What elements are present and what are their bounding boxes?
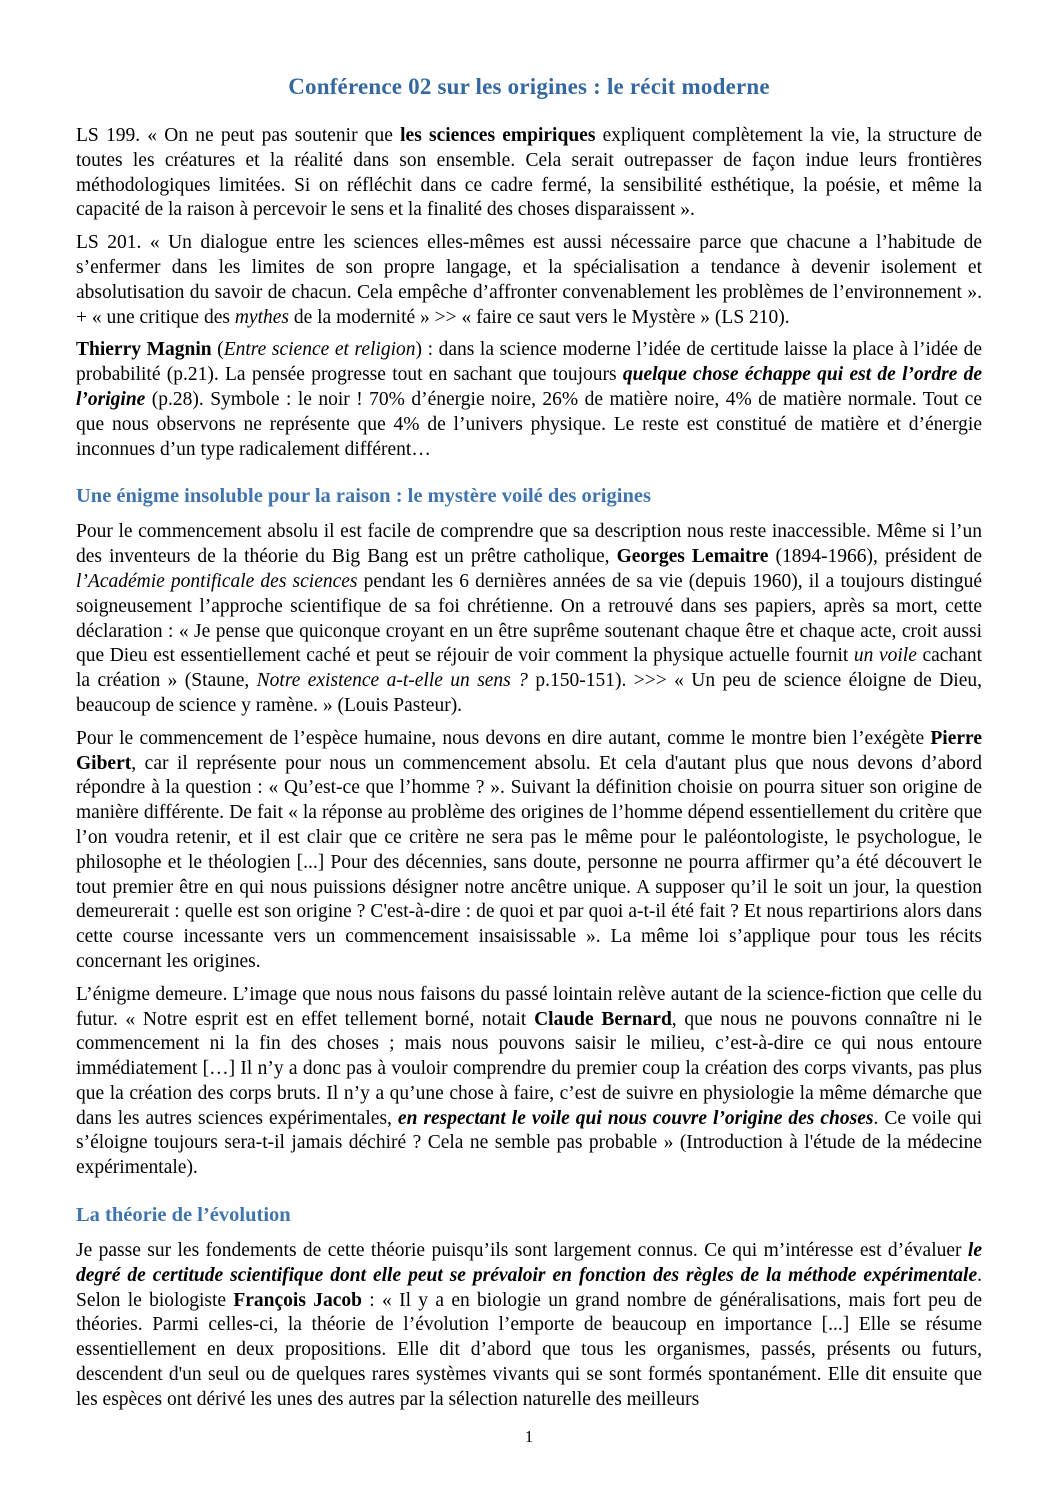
document-content-column [76,74,982,1413]
page-number: 1 [524,1427,534,1446]
text-run: ) : dans la science moderne l’idée de certitude laisse la place à l’idée de probabilité (p.21). La pensée progresse tout en sachant que toujours [76,339,983,386]
text-run: Pierre Gibert [76,727,982,774]
paragraph [76,231,982,330]
text-run: LS 201. « Un dialogue entre les sciences elles-mêmes est aussi nécessaire parce que chacune a l’habitude de s’enfermer dans les limites de son propre langage, et la spécialisation a tendance à devenir isolement et absolutisation du savoir de chacun. Cela empêche d’affronter convenablement les problèmes de l’environnement ». + « une critique des [76,232,982,328]
text-run: Georges Lemaitre [616,546,769,568]
text-run: quelque chose échappe qui est de l’ordre de l’origine [76,364,982,410]
text-run: en respectant le voile qui nous couvre l’origine des choses [397,1107,874,1129]
text-run: Pour le commencement de l’espèce humaine, nous devons en dire autant, comme le montre bien l’exégète [76,727,931,749]
text-run: expliquent complètement la vie, la structure de toutes les créatures et la réalité dans son ensemble. Cela serait outrepasser de façon indue leurs frontières méthodologiques limitées. Si on réfléchit dans ce cadre fermé, la sensibilité esthétique, la poésie, et même la capacité de la raison à percevoir le sens et la finalité des choses disparaissent ». [76,125,983,221]
paragraph [76,727,982,975]
text-run: L’énigme demeure. L’image que nous nous faisons du passé lointain relève autant de la science-fiction que celle du futur. « Notre esprit est en effet tellement borné, notait [76,983,982,1030]
text-run: p.150-151). >>> « Un peu de science éloigne de Dieu, beaucoup de science y ramène. » (Louis Pasteur). [76,670,982,716]
text-run: un voile [853,645,917,667]
text-run: François Jacob [233,1289,362,1311]
text-run: cachant la création » (Staune, [76,645,982,692]
text-run: (p.28). Symbole : le noir ! 70% d’énergie noire, 26% de matière noire, 4% de matière normale. Tout ce que nous observons ne représente que 4% de l’univers physique. Le reste est constitué de matière et d’énergie inconnues d’un type radicalement différent… [76,388,982,460]
text-run: Claude Bernard [534,1008,672,1030]
text-run: (1894-1966), président de [768,546,982,568]
text-run: pendant les 6 dernières années de sa vie (depuis 1960), il a toujours distingué soigneusement l’approche scientifique de sa foi chrétienne. On a retrouvé dans ses papiers, après sa mort, cette déclaration : « Je pense que quiconque croyant en un être suprême soutenant chaque être et chaque acte, croit aussi que Dieu est essentiellement caché et peut se réjouir de voir comment la physique actuelle fournit [76,570,982,667]
text-run: Pour le commencement absolu il est facile de comprendre que sa description nous reste inaccessible. Même si l’un des inventeurs de la théorie du Big Bang est un prêtre catholique, [76,521,982,568]
paragraph [76,124,982,223]
text-run: : « Il y a en biologie un grand nombre de généralisations, mais fort peu de théories. Parmi celles-ci, la théorie de l’évolution l’emporte de beaucoup en importance [...] Elle se résume essentiellement en deux propositions. Elle dit d’abord que tous les organismes, passés, présents ou futurs, descendent d'un seul ou de quelques rares systèmes vivants qui se sont formés spontanément. Elle dit ensuite que les espèces ont dérivé les unes des autres par la sélection naturelle des meilleurs [76,1289,982,1410]
document-body [76,124,982,1413]
document-title: Conférence 02 sur les origines : le récit moderne [288,74,770,99]
text-run: , que nous ne pouvons connaître ni le commencement ni la fin des choses ; mais nous pouvons saisir le milieu, c’est-à-dire ce qui nous entoure immédiatement […] Il n’y a donc pas à vouloir comprendre du premier coup la création des corps vivants, pas plus que la création des corps bruts. Il n’y a qu’une chose à faire, c’est de suivre en physiologie la même démarche que dans les autres sciences expérimentales, [76,1008,982,1129]
paragraph [76,338,982,462]
text-run: Entre science et religion [223,339,416,361]
text-run: le degré de certitude scientifique dont elle peut se prévaloir en fonction des règles de la méthode expérimentale [76,1240,982,1286]
text-run: Notre existence a-t-elle un sens ? [256,670,528,692]
text-run: LS 199. « On ne peut pas soutenir que [76,125,401,146]
text-run: Je passe sur les fondements de cette théorie puisqu’ils sont largement connus. Ce qui m’intéresse est d’évaluer [76,1240,968,1262]
text-run: ( [211,339,224,361]
section-heading: La théorie de l’évolution [76,1204,291,1227]
text-run: Thierry Magnin [76,339,212,361]
text-run: les sciences empiriques [400,125,596,146]
text-run: mythes [234,306,289,328]
paragraph [76,1239,982,1413]
text-run: de la modernité » >> « faire ce saut vers le Mystère » (LS 210). [288,306,790,328]
section-heading: Une énigme insoluble pour la raison : le mystère voilé des origines [76,485,651,508]
paragraph [76,983,982,1181]
paragraph [76,520,982,718]
text-run: . Ce voile qui s’éloigne toujours sera-t-il jamais déchiré ? Cela ne semble pas probable » (Introduction à l'étude de la médecine expérimentale). [76,1107,982,1179]
text-run: , car il représente pour nous un commencement absolu. Et cela d'autant plus que nous devons d’abord répondre à la question : « Qu’est-ce que l’homme ? ». Suivant la définition choisie on pourra situer son origine de manière différente. De fait « la réponse au problème des origines de l’homme dépend essentiellement du critère que l’on voudra retenir, et il est clair que ce critère ne sera pas le même pour le paléontologiste, le psychologue, le philosophe et le théologien [...] Pour des décennies, sans doute, personne ne pourra affirmer qu’a été découvert le tout premier être en qui nous puissions désigner notre ancêtre unique. A supposer qu’il le soit un jour, la question demeurerait : quelle est son origine ? C'est-à-dire : de quoi et par quoi a-t-il été fait ? Et nous repartirions alors dans cette course incessante vers un commencement insaisissable ». La même loi s’applique pour tous les récits concernant les origines. [76,752,982,972]
text-run: l’Académie pontificale des sciences [76,570,358,592]
text-run: . Selon le biologiste [76,1264,982,1311]
